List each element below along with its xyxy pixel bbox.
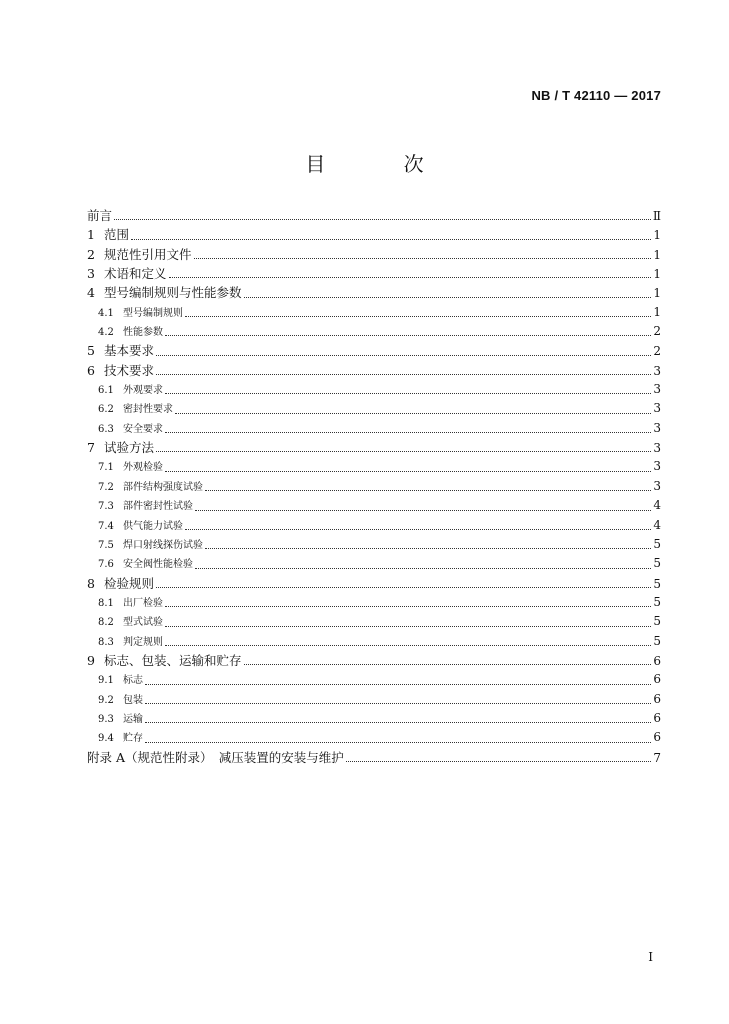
dot-leader bbox=[165, 632, 651, 651]
toc-entry-number: 6.2 bbox=[98, 404, 114, 416]
dot-leader bbox=[145, 709, 651, 728]
dot-leader bbox=[145, 728, 651, 747]
dot-leader bbox=[156, 574, 651, 593]
toc-entry-page: 6 bbox=[653, 653, 661, 668]
toc-entry-number: 5 bbox=[87, 343, 95, 359]
toc-subentry[interactable] bbox=[87, 728, 661, 747]
toc-entry-page: 7 bbox=[653, 750, 661, 765]
toc-entry-title: 规范性引用文件 bbox=[104, 246, 192, 262]
toc-entry-page: 5 bbox=[653, 594, 661, 609]
toc-entry-number: 9.4 bbox=[98, 733, 114, 745]
toc-entry-page: 6 bbox=[653, 691, 661, 706]
toc-entry-page: 4 bbox=[653, 498, 661, 513]
toc-entry-title: 型号编制规则与性能参数 bbox=[104, 285, 242, 301]
dot-leader bbox=[175, 399, 651, 418]
toc-subentry[interactable] bbox=[87, 632, 661, 651]
toc-subentry[interactable] bbox=[87, 709, 661, 728]
toc-entry-title: 外观检验 bbox=[123, 462, 163, 474]
toc-entry-page: 3 bbox=[653, 382, 661, 397]
toc-entry-page: 2 bbox=[653, 324, 661, 339]
toc-subentry[interactable] bbox=[87, 593, 661, 612]
dot-leader bbox=[346, 748, 652, 767]
dot-leader bbox=[195, 554, 651, 573]
toc-entry-page: 3 bbox=[653, 401, 661, 416]
dot-leader bbox=[156, 341, 651, 360]
toc-entry-page: 3 bbox=[653, 478, 661, 493]
dot-leader bbox=[169, 264, 652, 283]
toc-entry-number: 4.1 bbox=[98, 307, 114, 319]
toc-entry-title: 型号编制规则 bbox=[123, 307, 183, 319]
toc-entry-title: 技术要求 bbox=[104, 362, 155, 378]
dot-leader bbox=[244, 283, 652, 302]
dot-leader bbox=[145, 690, 651, 709]
toc-subentry[interactable] bbox=[87, 690, 661, 709]
dot-leader bbox=[156, 361, 651, 380]
toc-subentry[interactable] bbox=[87, 670, 661, 689]
toc-entry-number: 8.1 bbox=[98, 597, 114, 609]
toc-entry-title: 试验方法 bbox=[104, 440, 155, 456]
toc-entry-title: 基本要求 bbox=[104, 343, 155, 359]
toc-entry-number: 9 bbox=[87, 652, 95, 668]
toc-entry-number: 1 bbox=[87, 227, 95, 243]
toc-entry-page: 3 bbox=[653, 441, 661, 456]
toc-entry-page: 2 bbox=[653, 344, 661, 359]
dot-leader bbox=[114, 206, 651, 225]
toc-entry-page: 3 bbox=[653, 459, 661, 474]
toc-subentry[interactable] bbox=[87, 419, 661, 438]
dot-leader bbox=[244, 651, 652, 670]
toc-entry-page: 6 bbox=[653, 672, 661, 687]
toc-entry-title: 范围 bbox=[104, 227, 130, 243]
dot-leader bbox=[205, 477, 651, 496]
toc-entry[interactable] bbox=[87, 651, 661, 670]
toc-entry[interactable] bbox=[87, 574, 661, 593]
standard-number: NB / T 42110 — 2017 bbox=[531, 88, 661, 103]
toc-entry-number: 6.1 bbox=[98, 385, 114, 397]
dot-leader bbox=[156, 438, 651, 457]
dot-leader bbox=[165, 380, 651, 399]
toc-entry-title: 外观要求 bbox=[123, 385, 163, 397]
toc-entry-number: 6.3 bbox=[98, 423, 114, 435]
toc-entry-title: 焊口射线探伤试验 bbox=[123, 539, 203, 551]
toc-entry-page: 5 bbox=[653, 576, 661, 591]
toc-entry-page: 5 bbox=[653, 556, 661, 571]
toc-entry-number: 3 bbox=[87, 266, 95, 282]
toc-entry-title: 判定规则 bbox=[123, 636, 163, 648]
toc-entry-number: 7.4 bbox=[98, 520, 114, 532]
toc-entry-title: 贮存 bbox=[123, 733, 143, 745]
toc-subentry[interactable] bbox=[87, 554, 661, 573]
toc-entry-title: 包装 bbox=[123, 694, 143, 706]
toc-entry-number: 9.2 bbox=[98, 694, 114, 706]
dot-leader bbox=[185, 516, 651, 535]
toc-entry-page: 1 bbox=[653, 304, 661, 319]
dot-leader bbox=[165, 457, 651, 476]
dot-leader bbox=[185, 303, 651, 322]
toc-entry[interactable] bbox=[87, 245, 661, 264]
toc-subentry[interactable] bbox=[87, 535, 661, 554]
toc-entry-title: 检验规则 bbox=[104, 575, 155, 591]
toc-entry[interactable] bbox=[87, 438, 661, 457]
toc-subentry[interactable] bbox=[87, 516, 661, 535]
dot-leader bbox=[165, 419, 651, 438]
toc-entry-page: 5 bbox=[653, 633, 661, 648]
toc-subentry[interactable] bbox=[87, 322, 661, 341]
toc-entry-title: 运输 bbox=[123, 713, 143, 725]
toc-entry-page: 5 bbox=[653, 536, 661, 551]
toc-entry-page: 1 bbox=[653, 247, 661, 262]
toc-entry-page: Ⅱ bbox=[652, 209, 661, 223]
toc-entry-number: 7.1 bbox=[98, 462, 114, 474]
toc-entry-page: 4 bbox=[653, 517, 661, 532]
dot-leader bbox=[145, 670, 651, 689]
toc-entry-title: 部件密封性试验 bbox=[123, 501, 193, 513]
toc-entry-title: 出厂检验 bbox=[123, 597, 163, 609]
toc-entry-page: 5 bbox=[653, 614, 661, 629]
toc-entry-number: 8.3 bbox=[98, 636, 114, 648]
dot-leader bbox=[194, 245, 652, 264]
toc-entry-number: 4.2 bbox=[98, 327, 114, 339]
page-number: I bbox=[648, 950, 653, 964]
dot-leader bbox=[195, 496, 651, 515]
toc-entry-title: 附录 A（规范性附录） 减压装置的安装与维护 bbox=[87, 749, 344, 765]
table-of-contents bbox=[87, 206, 661, 767]
toc-subentry[interactable] bbox=[87, 457, 661, 476]
dot-leader bbox=[165, 322, 651, 341]
toc-entry[interactable] bbox=[87, 225, 661, 244]
toc-subentry[interactable] bbox=[87, 612, 661, 631]
toc-entry-number: 6 bbox=[87, 362, 95, 378]
toc-entry-title: 标志 bbox=[123, 675, 143, 687]
toc-entry-number: 7.3 bbox=[98, 501, 114, 513]
toc-entry-number: 7 bbox=[87, 440, 95, 456]
toc-entry-title: 安全要求 bbox=[123, 423, 163, 435]
toc-entry[interactable] bbox=[87, 341, 661, 360]
toc-entry-title: 术语和定义 bbox=[104, 266, 167, 282]
dot-leader bbox=[165, 612, 651, 631]
toc-entry[interactable] bbox=[87, 206, 661, 225]
toc-entry-page: 6 bbox=[653, 710, 661, 725]
toc-entry-page: 1 bbox=[653, 286, 661, 301]
toc-entry-number: 7.5 bbox=[98, 539, 114, 551]
toc-subentry[interactable] bbox=[87, 399, 661, 418]
toc-entry[interactable] bbox=[87, 361, 661, 380]
toc-entry[interactable] bbox=[87, 283, 661, 302]
toc-subentry[interactable] bbox=[87, 477, 661, 496]
toc-entry-page: 1 bbox=[653, 228, 661, 243]
toc-entry-page: 1 bbox=[653, 267, 661, 282]
toc-entry[interactable] bbox=[87, 748, 661, 767]
toc-entry-title: 供气能力试验 bbox=[123, 520, 183, 532]
toc-entry-title: 性能参数 bbox=[123, 327, 163, 339]
toc-entry-page: 6 bbox=[653, 730, 661, 745]
dot-leader bbox=[165, 593, 651, 612]
toc-entry-title: 标志、包装、运输和贮存 bbox=[104, 652, 242, 668]
toc-entry-number: 8 bbox=[87, 575, 95, 591]
toc-entry-page: 3 bbox=[653, 363, 661, 378]
toc-entry-number: 2 bbox=[87, 246, 95, 262]
toc-entry-number: 9.3 bbox=[98, 713, 114, 725]
dot-leader bbox=[131, 225, 651, 244]
toc-entry-number: 7.2 bbox=[98, 481, 114, 493]
page-title: 目 次 bbox=[305, 152, 460, 176]
toc-entry-number: 4 bbox=[87, 285, 95, 301]
toc-entry-title: 安全阀性能检验 bbox=[123, 559, 193, 571]
toc-entry-number: 7.6 bbox=[98, 559, 114, 571]
toc-subentry[interactable] bbox=[87, 303, 661, 322]
toc-entry-title: 前言 bbox=[87, 208, 113, 223]
toc-entry-title: 型式试验 bbox=[123, 617, 163, 629]
toc-entry[interactable] bbox=[87, 264, 661, 283]
toc-entry-number: 8.2 bbox=[98, 617, 114, 629]
toc-entry-page: 3 bbox=[653, 420, 661, 435]
dot-leader bbox=[205, 535, 651, 554]
toc-entry-number: 9.1 bbox=[98, 675, 114, 687]
toc-subentry[interactable] bbox=[87, 496, 661, 515]
toc-entry-title: 密封性要求 bbox=[123, 404, 173, 416]
toc-subentry[interactable] bbox=[87, 380, 661, 399]
toc-entry-title: 部件结构强度试验 bbox=[123, 481, 203, 493]
